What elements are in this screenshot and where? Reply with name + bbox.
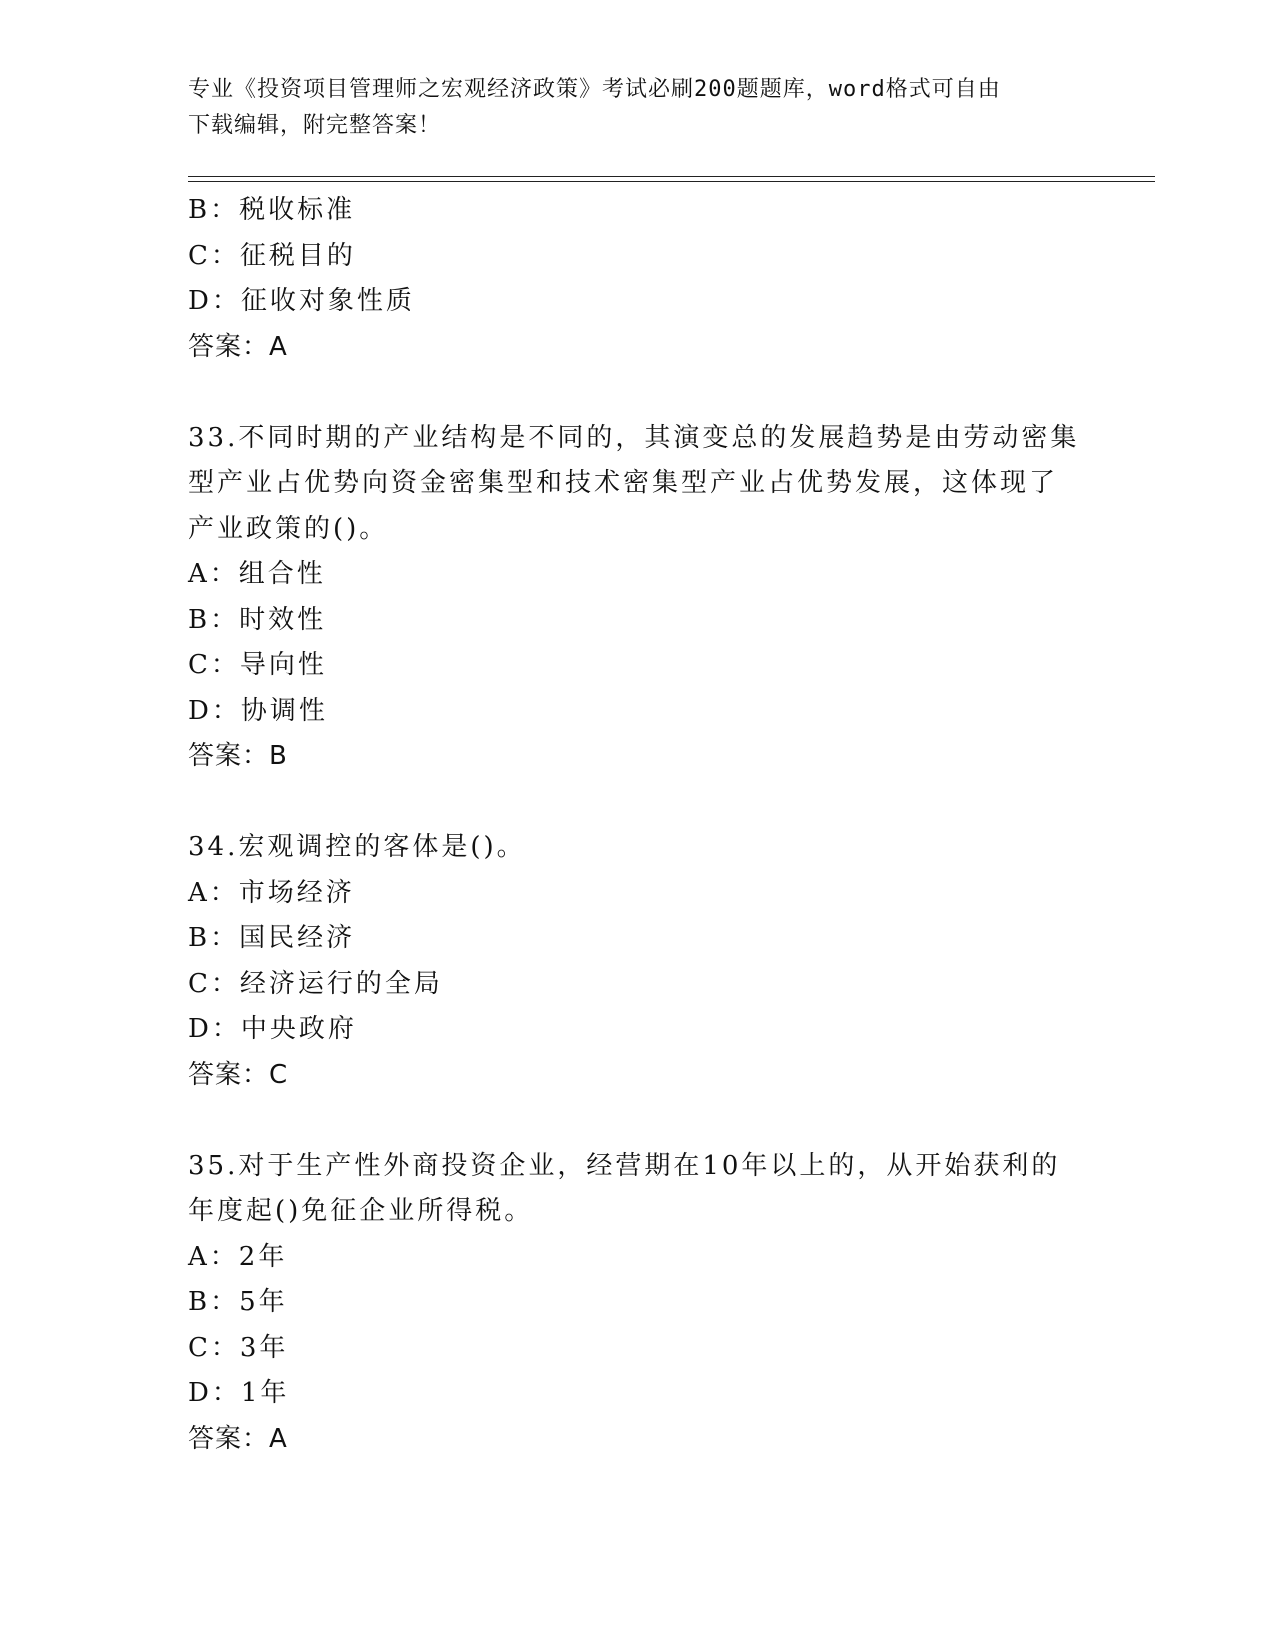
- option-b: B：时效性: [188, 604, 327, 635]
- spacer: [188, 780, 1088, 826]
- option-d: D：征收对象性质: [188, 286, 415, 316]
- page-header: [188, 72, 1088, 144]
- spacer: [188, 1098, 1088, 1144]
- option-a: A：2年: [188, 1241, 288, 1272]
- header-rule-thin: [188, 176, 1155, 177]
- question-text-line: 年度起()免征企业所得税。: [188, 1196, 534, 1226]
- answer: 答案：A: [188, 1423, 288, 1454]
- option-d: D：1年: [188, 1378, 290, 1408]
- question-33: [188, 416, 1088, 780]
- option-b: B：5年: [188, 1287, 288, 1317]
- question-text-line: 35.对于生产性外商投资企业，经营期在10年以上的，从开始获利的: [188, 1150, 1061, 1181]
- option-a: A：市场经济: [188, 877, 355, 908]
- document-body: [188, 188, 1088, 1462]
- option-c: C：经济运行的全局: [188, 968, 443, 999]
- spacer: [188, 370, 1088, 416]
- answer: 答案：C: [188, 1059, 289, 1090]
- option-a: A：组合性: [188, 559, 326, 589]
- question-text-line: 型产业占优势向资金密集型和技术密集型产业占优势发展，这体现了: [188, 468, 1059, 498]
- question-text-line: 33.不同时期的产业结构是不同的，其演变总的发展趋势是由劳动密集: [188, 422, 1080, 453]
- question-text-line: 产业政策的()。: [188, 513, 389, 544]
- header-line-1: 专业《投资项目管理师之宏观经济政策》考试必刷200题题库，word格式可自由: [188, 77, 1001, 102]
- header-line-2: 下载编辑，附完整答案！: [188, 113, 442, 138]
- answer: 答案：A: [188, 331, 288, 362]
- header-rule-thick: [188, 181, 1155, 182]
- option-c: C：3年: [188, 1332, 289, 1363]
- question-35: [188, 1144, 1088, 1463]
- option-c: C：导向性: [188, 650, 327, 680]
- option-b: B：税收标准: [188, 195, 356, 225]
- question-34: [188, 825, 1088, 1098]
- option-c: C：征税目的: [188, 240, 356, 271]
- option-d: D：中央政府: [188, 1014, 357, 1044]
- option-d: D：协调性: [188, 695, 328, 726]
- option-b: B：国民经济: [188, 923, 356, 953]
- answer: 答案：B: [188, 741, 288, 771]
- question-text-line: 34.宏观调控的客体是()。: [188, 832, 526, 862]
- question-32-remainder: [188, 188, 1088, 370]
